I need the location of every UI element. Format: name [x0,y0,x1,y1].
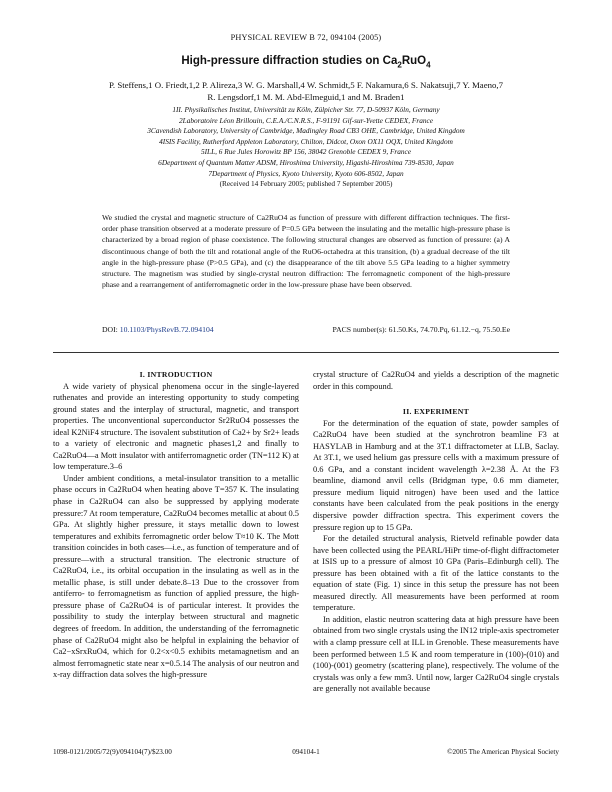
experiment-paragraph-1: For the determination of the equation of state, powder samples of Ca2RuO4 have been studied at the synchrotron beamline F3 at HASYLAB in Hamburg and at the 3T.1 diffractometer at LLB, Saclay. At 3T.1, we used helium gas pressure cells with a maximum pressure of 0.6 GPa, and a constant incident wavelength λ=2.38 Å. At the F3 beamline, diamond anvil cells (Bridgman type, 0.6 mm diameter, pressure medium liquid nitrogen) have been used and the lattice constants have been calculated from the peak positions in the energy dispersive powder diffraction spectra. This experiment covers the pressure region up to 15 GPa. [313,418,559,532]
doi-label: DOI: [102,325,118,334]
affiliation-1: 1II. Physikalisches Institut, Universität zu Köln, Zülpicher Str. 77, D-50937 Köln, Germany [172,105,440,114]
section-heading-introduction: I. INTRODUCTION [139,370,213,379]
footer-issn: 1098-0121/2005/72(9)/094104(7)/$23.00 [53,748,172,756]
author-line-2: R. Lengsdorf,1 M. M. Abd-Elmeguid,1 and M. Braden1 [207,91,405,102]
author-line-1: P. Steffens,1 O. Friedt,1,2 P. Alireza,3 W. G. Marshall,4 W. Schmidt,5 F. Nakamura,6 S. Nakatsuji,7 Y. Maeno,7 [109,80,503,90]
footer-copyright: ©2005 The American Physical Society [447,748,559,756]
paper-title: High-pressure diffraction studies on $Ca_2RuO_4$ [181,55,431,70]
right-column [313,369,559,695]
received-dates: (Received 14 February 2005; published 7 September 2005) [219,179,393,189]
affiliation-2: 2Laboratoire Léon Brillouin, C.E.A./C.N.R.S., F-91191 Gif-sur-Yvette CEDEX, France [179,115,433,125]
pacs-numbers: PACS number(s): 61.50.Ks, 74.70.Pq, 61.12.−q, 75.50.Ee [332,325,510,334]
footer-page-number: 094104-1 [292,748,320,756]
affiliation-list [60,105,552,190]
affiliation-7: 7Department of Physics, Kyoto University, Kyoto 606-8502, Japan [208,168,404,178]
intro-continuation: crystal structure of Ca2RuO4 and yields a description of the magnetic order in this compound. [313,370,559,391]
abstract-separator [53,352,559,353]
section-gap [313,392,559,406]
experiment-paragraph-2: For the detailed structural analysis, Rietveld refinable powder data have been collected using the PEARL/HiPr time-of-flight diffractometer at ISIS up to a pressure of almost 10 GPa (Paris–Edinburgh cell). The pressure has been obtained with a fit of the lattice constants to the equation of state (Fig. 1) since in this setup the pressure has not been measured directly. All measurements have been performed at room temperature. [313,534,559,613]
intro-paragraph-2: Under ambient conditions, a metal-insulator transition to a metallic phase occurs in Ca2RuO4 when heating above T=357 K. The insulating phase in Ca2RuO4 can also be suppressed by applying moderate pressure:7 At room temperature, Ca2RuO4 becomes metallic at about 0.5 GPa. At slightly higher pressure, it stays metallic down to lowest temperatures and exhibits ferromagnetic order below T≈10 K. The Mott transition coincides in both cases—i.e., as function of temperature and of pressure—with a structural transition. The electronic structure of Ca2RuO4, i.e., its orbital occupation in the insulating as well as in the metallic phase, is still under debate.8–13 Due to the crossover from antiferro- to ferromagnetism as function of applied pressure, the high-pressure phase of Ca2RuO4 is of particular interest. It provides the possibility to study the interplay between structural and magnetic degrees of freedom. In addition, the understanding of the ferromagnetic phase of Ca2RuO4 might also be helpful in explaining the behavior of Ca2−xSrxRuO4, which for 0.2<x<0.5 exhibits metamagnetism and an almost ferromagnetic state near x=0.5.14 The analysis of our neutron and x-ray diffraction data solves the high-pressure [53,473,299,680]
intro-paragraph-1: A wide variety of physical phenomena occur in the single-layered ruthenates and provide an interesting opportunity to study competing ground states and the interplay of structural, magnetic, and transport properties. The unconventional superconductor Sr2RuO4 possesses the ideal K2NiF4 structure. The isovalent substitution of Ca2+ by Sr2+ leads to a variety of electronic and magnetic phases1,2 and finally to Ca2RuO4—a Mott insulator with antiferromagnetic order (TN=112 K) at low temperature.3–6 [53,381,299,472]
section-heading-experiment: II. EXPERIMENT [402,407,470,417]
affiliation-5: 5ILL, 6 Rue Jules Horowitz BP 156, 38042 Grenoble CEDEX 9, France [200,147,412,157]
author-list [60,80,552,103]
abstract: We studied the crystal and magnetic structure of Ca2RuO4 as function of pressure with different diffraction techniques. The first-order phase transition observed at a moderate pressure of P=0.5 GPa between the insulating and the metallic high-pressure phase is characterized by a broad region of phase coexistence. The following structural changes are observed as function of pressure: (a) A discontinuous change of both the tilt and rotational angle of the RuO6-octahedra at this transition, (b) a gradual decrease of the tilt angle in the high-pressure phase (P>0.5 GPa), and (c) the disappearance of the tilt above 5.5 GPa leading to a higher symmetry structure. The magnetism was studied by single-crystal neutron diffraction: The ferromagnetic component of the high-pressure phase and a rearrangement of antiferromagnetic order in the low-pressure phase have been observed. [102,213,510,290]
doi-link[interactable]: 10.1103/PhysRevB.72.094104 [119,325,214,334]
page-footer [53,748,559,756]
left-column [53,369,299,681]
experiment-paragraph-3: In addition, elastic neutron scattering data at high pressure have been obtained from two single crystals using the IN12 triple-axis spectrometer with a clamp pressure cell at ILL in Grenoble. These measurements have been performed between 1.5 K and room temperature in (100)-(010) and (100)-(001) geometry (scattering plane), respectively. The volume of the crystals was only a few mm3. Until now, larger Ca2RuO4 single crystals are generally not available because [313,614,559,694]
affiliation-3: 3Cavendish Laboratory, University of Cambridge, Madingley Road CB3 OHE, Cambridge, United Kingdom [147,126,465,136]
doi-pacs-row [102,325,510,334]
affiliation-6: 6Department of Quantum Matter ADSM, Hiroshima University, Higashi-Hiroshima 739-8530, Japan [158,157,454,167]
journal-header: PHYSICAL REVIEW B 72, 094104 (2005) [230,33,382,42]
affiliation-4: 4ISIS Facility, Rutherford Appleton Laboratory, Chilton, Didcot, Oxon OX11 OQX, United Kingdom [159,136,453,146]
